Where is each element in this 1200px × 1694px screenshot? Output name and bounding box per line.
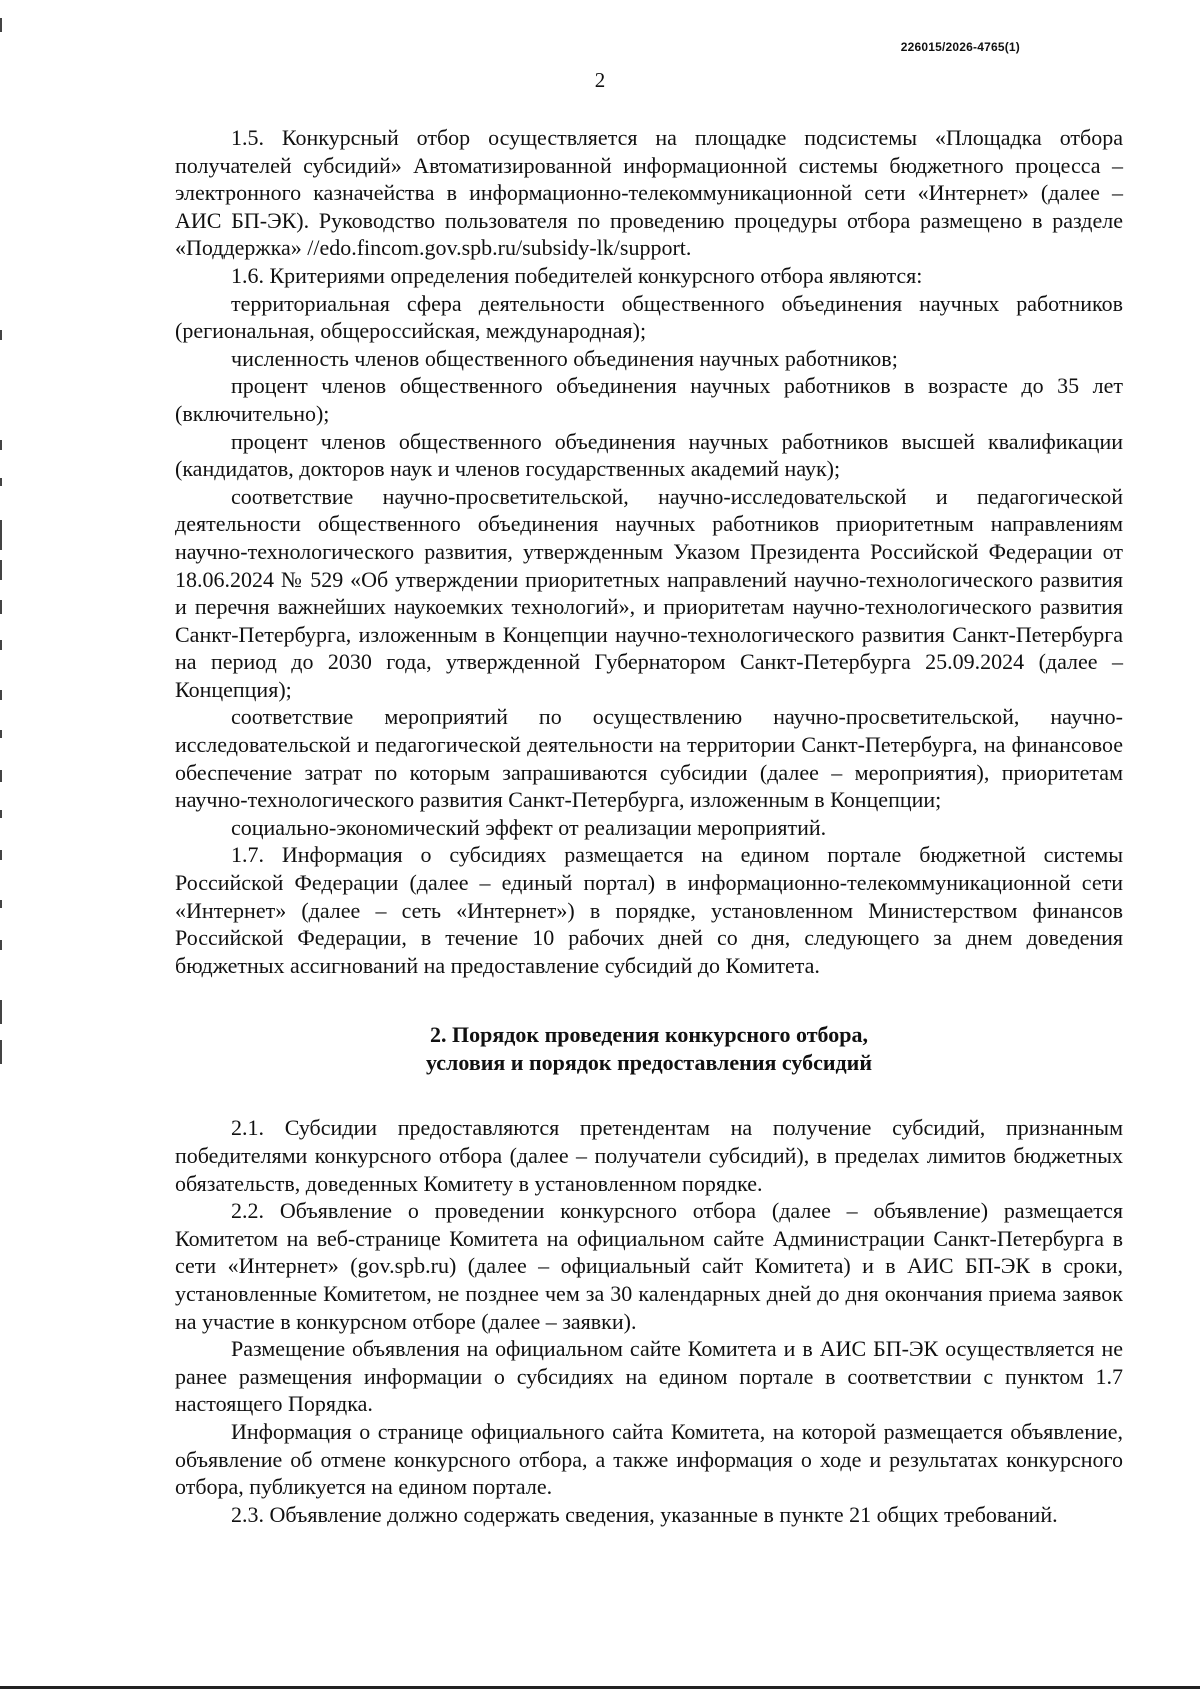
paragraph-website-info: Информация о странице официального сайта Комитета, на которой размещается объявление, объявление об отмене конкурсного отбора, а также информация о ходе и результатах конкурсного отбора, публикуется на едином портале. bbox=[175, 1418, 1123, 1500]
section-2-heading-line-2: условия и порядок предоставления субсидий bbox=[425, 1050, 873, 1076]
paragraph-1-7: 1.7. Информация о субсидиях размещается на едином портале бюджетной системы Российской Федерации (далее – единый портал) в информационно-телекоммуникационной сети «Интернет» (далее – сеть «Интернет») в порядке, установленном Министерством финансов Российской Федерации, в течение 10 рабочих дней со дня, следующего за днем доведения бюджетных ассигнований на предоставление субсидий до Комитета. bbox=[175, 842, 1123, 978]
paragraph-2-2: 2.2. Объявление о проведении конкурсного отбора (далее – объявление) размещается Комитетом на веб-странице Комитета на официальном сайте Администрации Санкт-Петербурга в сети «Интернет» (gov.spb.ru) (далее – официальный сайт Комитета) и в АИС БП-ЭК в сроки, установленные Комитетом, не позднее чем за 30 календарных дней до дня окончания приема заявок на участие в конкурсном отборе (далее – заявки). bbox=[175, 1198, 1123, 1334]
paragraph-1-5: 1.5. Конкурсный отбор осуществляется на площадке подсистемы «Площадка отбора получателей субсидий» Автоматизированной информационной системы бюджетного процесса – электронного казначейства в информационно-телекоммуникационной сети «Интернет» (далее – АИС БП-ЭК). Руководство пользователя по проведению процедуры отбора размещено в разделе «Поддержка» //edo.fincom.gov.spb.ru/subsidy-lk/support. bbox=[175, 125, 1123, 261]
scan-bottom-edge bbox=[0, 1686, 1200, 1689]
criterion-member-count: численность членов общественного объединения научных работников; bbox=[231, 345, 898, 371]
criterion-territorial-sphere: территориальная сфера деятельности общественного объединения научных работников (региональная, общероссийская, международная); bbox=[175, 290, 1123, 344]
paragraph-2-3: 2.3. Объявление должно содержать сведения, указанные в пункте 21 общих требований. bbox=[231, 1501, 1058, 1527]
document-body bbox=[175, 124, 1123, 1528]
criterion-events-priority-alignment: соответствие мероприятий по осуществлению научно-просветительской, научно-исследовательской и педагогической деятельности на территории Санкт-Петербурга, на финансовое обеспечение затрат по которым запрашиваются субсидии (далее – мероприятия), приоритетам научно-технологического развития Санкт-Петербурга, изложенным в Концепции; bbox=[175, 704, 1123, 813]
scan-margin-marks bbox=[0, 0, 3, 1694]
section-2-heading bbox=[175, 1021, 1123, 1077]
criterion-activity-priority-alignment: соответствие научно-просветительской, научно-исследовательской и педагогической деятельности общественного объединения научных работников приоритетным направлениям научно-технологического развития, утвержденным Указом Президента Российской Федерации от 18.06.2024 № 529 «Об утверждении приоритетных направлений научно-технологического развития и перечня важнейших наукоемких технологий», и приоритетам научно-технологического развития Санкт-Петербурга, изложенным в Концепции научно-технологического развития Санкт-Петербурга на период до 2030 года, утвержденной Губернатором Санкт-Петербурга 25.09.2024 (далее – Концепция); bbox=[175, 483, 1123, 702]
section-2-heading-line-1: 2. Порядок проведения конкурсного отбора, bbox=[430, 1022, 868, 1048]
paragraph-2-1: 2.1. Субсидии предоставляются претендентам на получение субсидий, признанным победителями конкурсного отбора (далее – получатели субсидий), в пределах лимитов бюджетных обязательств, доведенных Комитету в установленном порядке. bbox=[175, 1115, 1123, 1196]
paragraph-1-6: 1.6. Критериями определения победителей конкурсного отбора являются: bbox=[231, 262, 923, 288]
criterion-socioeconomic-effect: социально-экономический эффект от реализации мероприятий. bbox=[231, 814, 827, 840]
page-number: 2 bbox=[594, 68, 606, 92]
paragraph-announcement-placement: Размещение объявления на официальном сайте Комитета и в АИС БП-ЭК осуществляется не ранее размещения информации о субсидиях на едином портале в соответствии с пунктом 1.7 настоящего Порядка. bbox=[175, 1336, 1123, 1417]
document-registration-number: 226015/2026-4765(1) bbox=[900, 40, 1020, 54]
criterion-young-members-percent: процент членов общественного объединения научных работников в возрасте до 35 лет (включительно); bbox=[175, 373, 1123, 426]
criterion-qualified-members-percent: процент членов общественного объединения научных работников высшей квалификации (кандидатов, докторов наук и членов государственных академий наук); bbox=[175, 428, 1123, 482]
